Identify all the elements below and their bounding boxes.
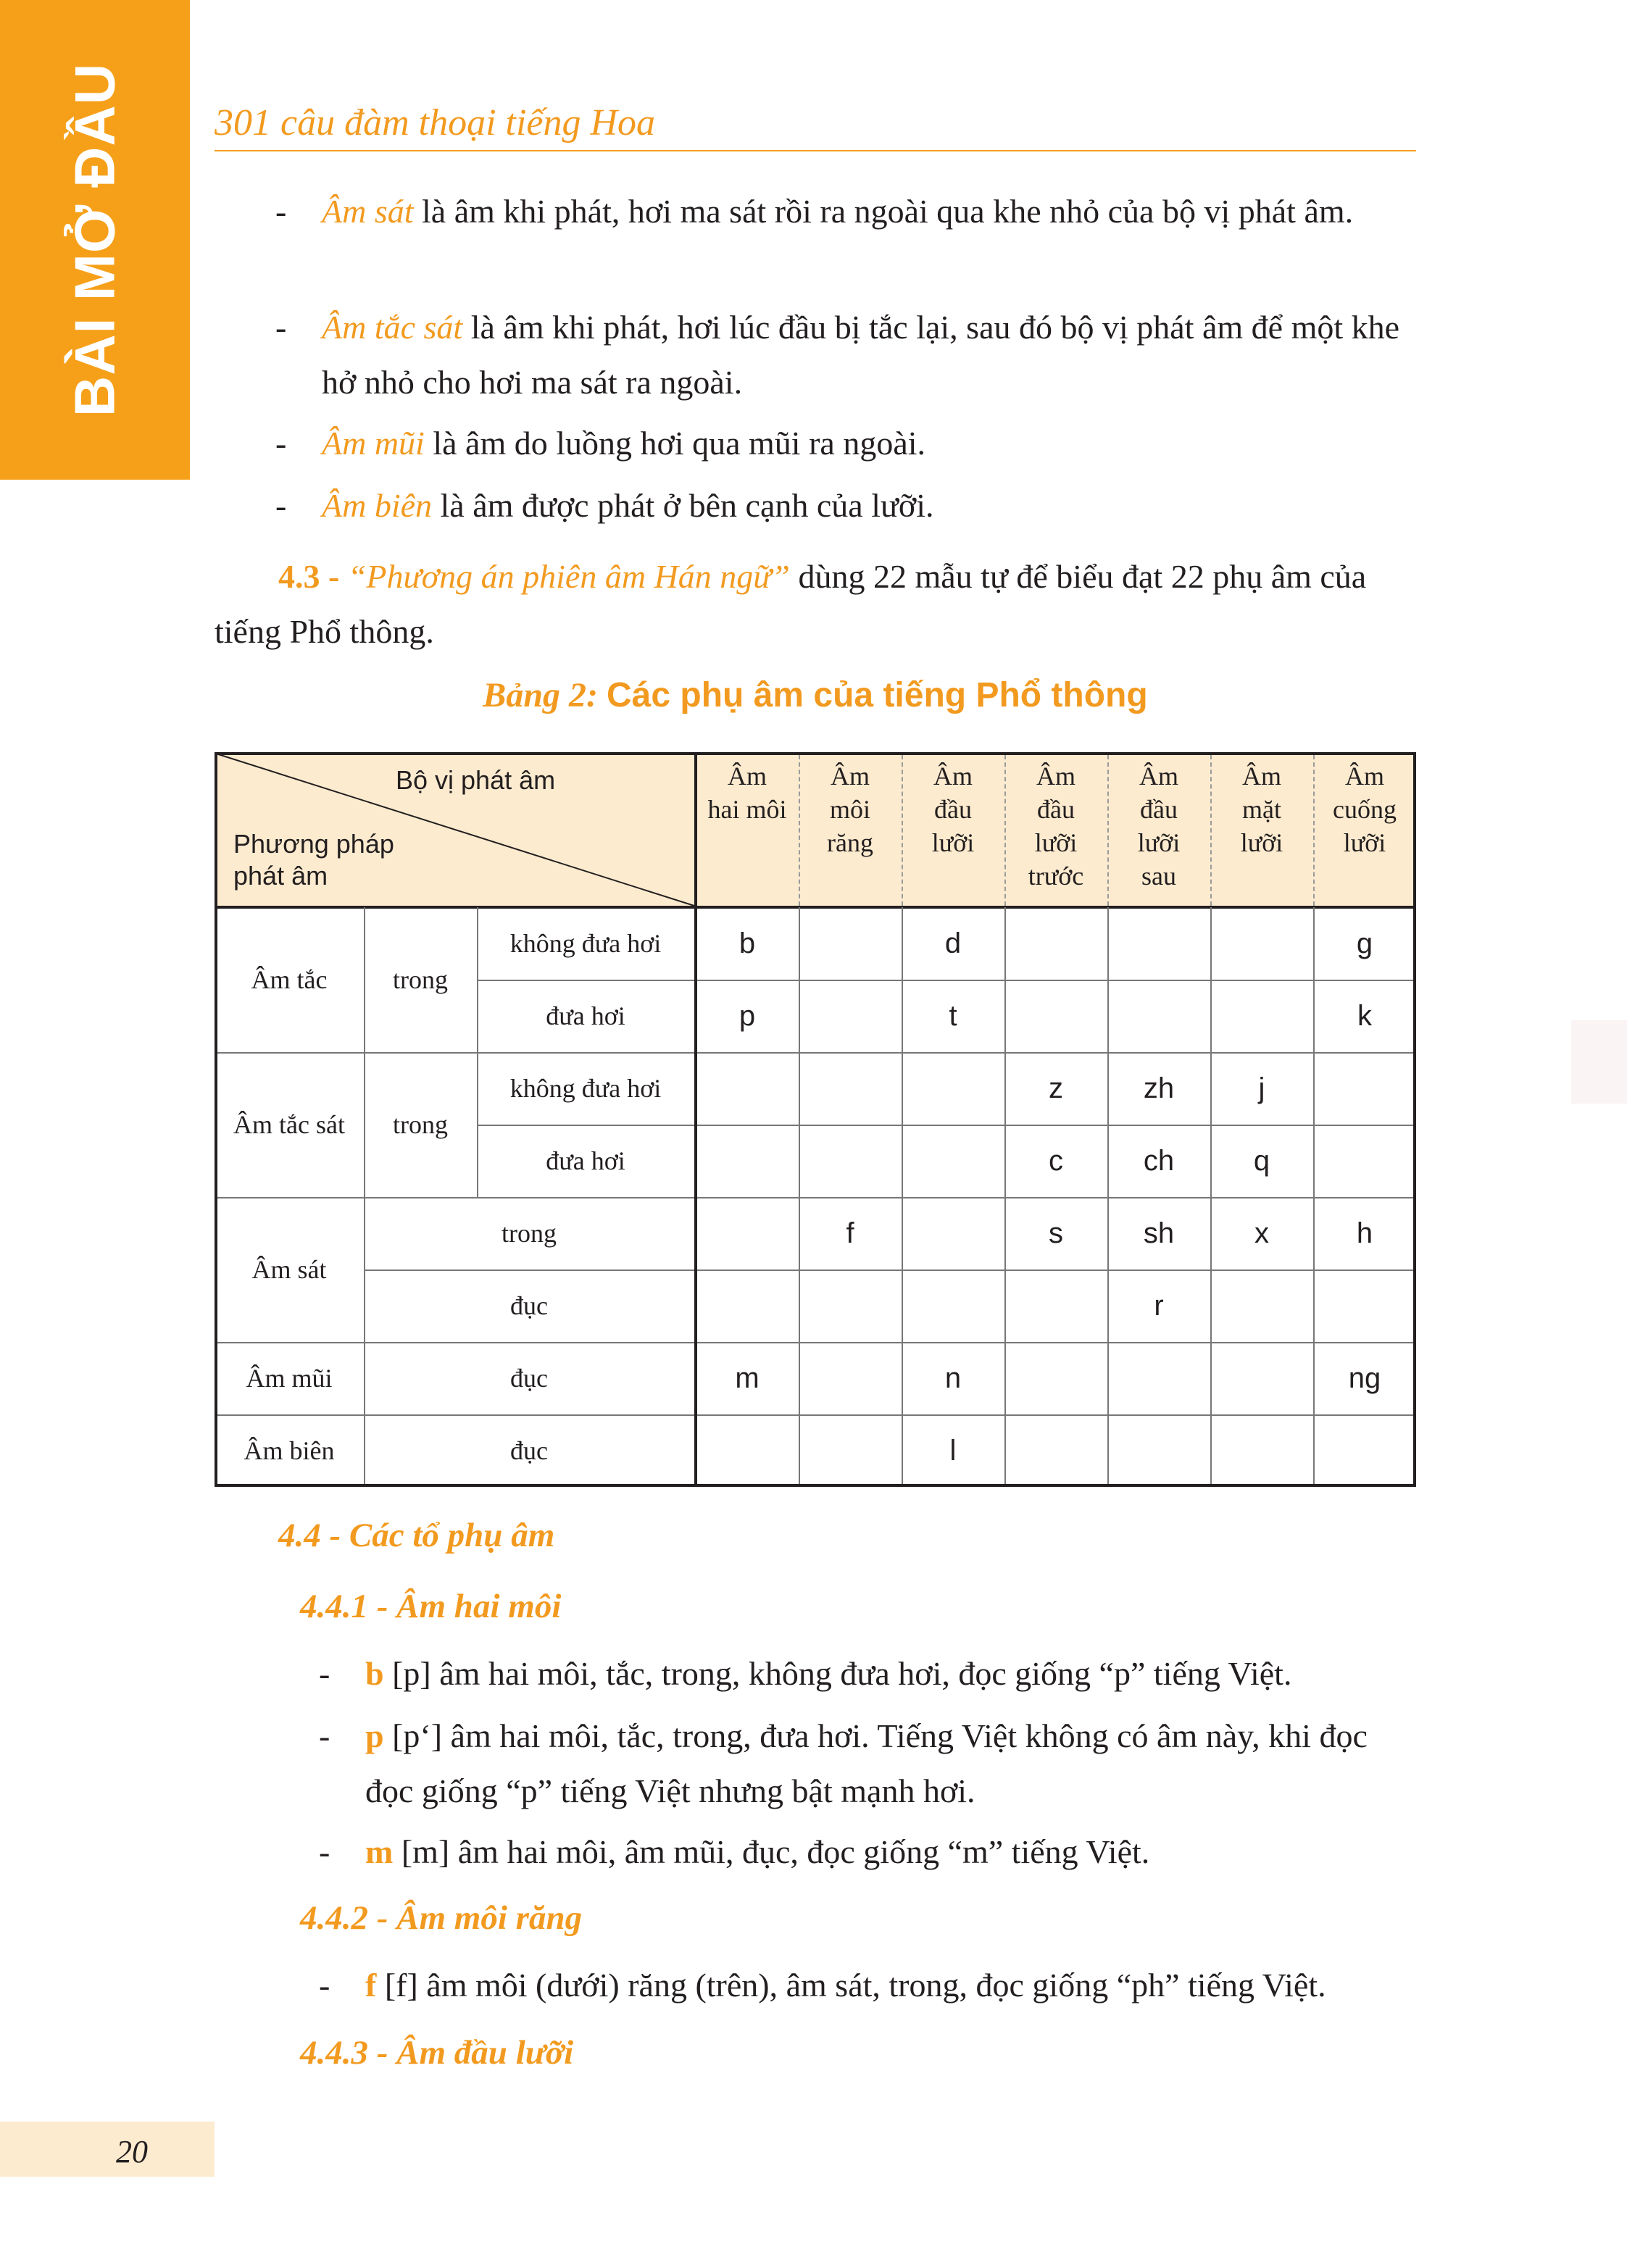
header-dashed-divider [799,755,800,906]
page-number: 20 [116,2134,148,2169]
page-number-box [0,2122,215,2177]
chapter-side-tab [0,0,190,480]
manner-label: Âm tắc sát [233,1110,345,1139]
definition-term: Âm tắc sát [322,309,463,346]
column-header [902,759,1004,904]
section-4-3-paragraph [215,549,1416,659]
manner-label: Âm biên [244,1436,335,1465]
definition-text: là âm khi phát, hơi ma sát rồi ra ngoài qua khe nhỏ của bộ vị phát âm. [413,193,1354,230]
section-quote: “Phương án phiên âm Hán ngữ” [347,558,790,595]
column-header [696,759,799,904]
definition-item: - Âm sát là âm khi phát, hơi ma sát rồi ra ngoài qua khe nhỏ của bộ vị phát âm. [275,193,1354,230]
consonant-text: [f] âm môi (dưới) răng (trên), âm sát, trong, đọc giống “ph” tiếng Việt. [376,1967,1326,2004]
consonant-cell: m [735,1362,760,1394]
consonant-cell: sh [1143,1217,1175,1249]
definition-text: là âm được phát ở bên cạnh của lưỡi. [432,487,934,524]
definition-term: Âm mũi [322,425,425,462]
consonant-cell: l [949,1434,957,1467]
aspiration-label: không đưa hơi [509,929,662,958]
consonant-cell: r [1154,1289,1164,1322]
column-header-line: Âm [1344,762,1384,791]
column-header [799,759,902,904]
header-dashed-divider [902,755,903,906]
consonant-cell: ch [1143,1144,1175,1177]
consonant-cell: ng [1348,1362,1381,1394]
consonant-table [215,752,1416,1487]
column-header-line: Âm [1242,762,1281,791]
definition-term: Âm sát [322,193,414,230]
subsection-heading: 4.4.1 - Âm hai môi [300,1588,562,1625]
page-edge-marker [1571,1020,1627,1104]
column-header-line: răng [827,828,873,857]
consonant-cell: k [1357,999,1372,1032]
voicing-label: đục [510,1436,548,1465]
voicing-label: đục [510,1364,548,1393]
consonant-letter: m [365,1833,394,1870]
table-caption [215,675,1416,715]
consonant-text: [m] âm hai môi, âm mũi, đục, đọc giống “m” tiếng Việt. [393,1833,1150,1870]
consonant-cell: f [846,1217,854,1249]
section-text: dùng 22 mẫu tự để biểu đạt 22 phụ âm của tiếng Phổ thông. [215,558,1367,650]
consonant-letter: f [365,1967,377,2004]
column-header-line: lưỡi [1240,828,1283,857]
aspiration-label: đưa hơi [546,1146,625,1175]
header-dashed-divider [1210,755,1212,906]
consonant-cell: g [1356,927,1373,959]
column-header [1004,759,1107,904]
column-header-line: lưỡi [1034,828,1078,857]
consonant-cell: t [949,999,957,1032]
definition-item: - Âm mũi là âm do luồng hơi qua mũi ra ngoài. [275,425,926,462]
definition-item: - Âm biên là âm được phát ở bên cạnh của lưỡi. [275,487,934,524]
consonant-cell: zh [1143,1072,1175,1104]
consonant-description: - m [m] âm hai môi, âm mũi, đục, đọc giống “m” tiếng Việt. [319,1833,1150,1870]
column-header-line: đầu [1140,795,1178,824]
consonant-text: [p‘] âm hai môi, tắc, trong, đưa hơi. Tiếng Việt không có âm này, khi đọc đọc giống “p” tiếng Việt nhưng bật mạnh hơi. [365,1717,1368,1809]
column-header [1210,759,1313,904]
manner-label: Âm sát [251,1255,327,1284]
column-header-line: sau [1141,862,1176,891]
consonant-cell: c [1049,1144,1063,1177]
consonant-cell: j [1258,1072,1265,1104]
manner-label: Âm mũi [246,1364,333,1393]
chapter-side-tab-label: BÀI MỞ ĐẦU [62,62,127,417]
definition-text: là âm khi phát, hơi lúc đầu bị tắc lại, sau đó bộ vị phát âm để một khe hở nhỏ cho hơi ma sát ra ngoài. [322,309,1400,401]
definition-term: Âm biên [322,487,433,524]
column-header-line: hai môi [707,795,787,824]
corner-top-label: Bộ vị phát âm [396,765,556,795]
voicing-label: đục [510,1291,548,1320]
column-header-line: cuống [1333,795,1397,824]
header-dashed-divider [1313,755,1315,906]
column-header-line: đầu [934,795,972,824]
consonant-cell: s [1049,1217,1063,1249]
consonant-cell: z [1049,1072,1063,1104]
column-header-line: trước [1028,862,1084,891]
consonant-cell: h [1356,1217,1373,1249]
section-heading: 4.4 - Các tổ phụ âm [278,1517,555,1554]
column-header-line: lưỡi [931,828,975,857]
consonant-cell: x [1254,1217,1269,1249]
consonant-cell: p [738,999,756,1032]
consonant-cell: d [944,927,962,959]
column-header-line: mặt [1242,795,1281,824]
voicing-label: trong [393,965,448,994]
header-dashed-divider [1107,755,1109,906]
column-header [1313,759,1416,904]
column-header-line: Âm [1036,762,1075,791]
aspiration-label: đưa hơi [546,1001,625,1030]
corner-bottom-label: phát âm [233,861,328,891]
column-header [1107,759,1210,904]
subsection-heading: 4.4.2 - Âm môi răng [300,1899,583,1937]
consonant-text: [p] âm hai môi, tắc, trong, không đưa hơi, đọc giống “p” tiếng Việt. [383,1655,1292,1692]
voicing-label: trong [502,1219,557,1248]
consonant-cell: q [1253,1144,1270,1177]
subsection-heading: 4.4.3 - Âm đầu lưỡi [300,2034,574,2072]
column-header-line: Âm [727,762,767,791]
column-header-line: Âm [933,762,973,791]
consonant-letter: b [365,1655,384,1692]
table-caption-label: Bảng 2: [483,676,598,714]
table-caption-title: Các phụ âm của tiếng Phổ thông [607,676,1148,714]
definition-text: là âm do luồng hơi qua mũi ra ngoài. [424,425,926,462]
corner-bottom-label: Phương pháp [233,829,394,859]
column-header-line: lưỡi [1137,828,1181,857]
running-head: 301 câu đàm thoại tiếng Hoa [215,101,1416,151]
aspiration-label: không đưa hơi [509,1074,662,1103]
consonant-cell: n [944,1362,962,1394]
header-dashed-divider [1004,755,1006,906]
consonant-description: - f [f] âm môi (dưới) răng (trên), âm sát, trong, đọc giống “ph” tiếng Việt. [319,1967,1326,2004]
column-header-line: môi [829,795,870,824]
consonant-description: - p [p‘] âm hai môi, tắc, trong, đưa hơi. Tiếng Việt không có âm này, khi đọc đọc giống “p” tiếng Việt nhưng bật mạnh hơi. [319,1717,1368,1809]
voicing-label: trong [393,1110,448,1139]
section-number: 4.3 - [278,558,340,595]
manner-label: Âm tắc [251,965,328,994]
consonant-cell: b [738,927,756,959]
consonant-description: - b [p] âm hai môi, tắc, trong, không đưa hơi, đọc giống “p” tiếng Việt. [319,1655,1292,1692]
column-header-line: đầu [1037,795,1075,824]
column-header-line: Âm [1139,762,1178,791]
column-header-line: lưỡi [1343,828,1386,857]
consonant-letter: p [365,1717,384,1754]
column-header-line: Âm [831,762,870,791]
definition-item: - Âm tắc sát là âm khi phát, hơi lúc đầu bị tắc lại, sau đó bộ vị phát âm để một khe hở nhỏ cho hơi ma sát ra ngoài. [275,309,1400,401]
